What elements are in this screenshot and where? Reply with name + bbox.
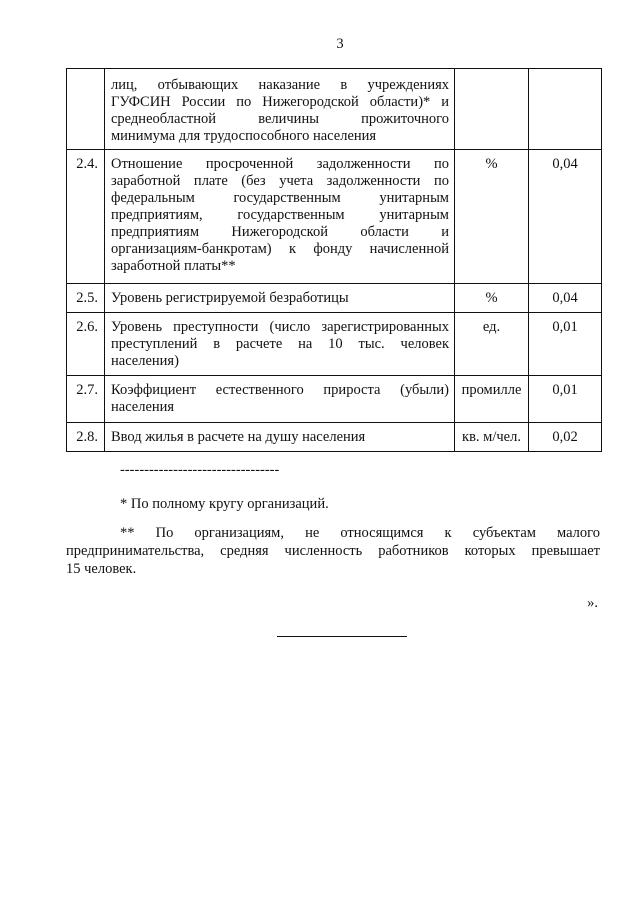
description-line: преступлений в расчете на 10 тыс. человек [111,336,449,352]
description-line: организациям-банкротам) к фонду начисленной [111,241,449,257]
description-line: населения [111,399,175,415]
description-line: минимума для трудоспособного населения [111,128,377,144]
row-unit-cell [455,69,529,150]
description-line: заработной платы** [111,258,236,274]
row-description-cell [105,284,455,313]
table-row [67,313,602,376]
table-row [67,423,602,452]
row-unit-cell: кв. м/чел. [455,423,529,452]
description-line: среднеобластной величины прожиточного [111,111,449,127]
description-line: Коэффициент естественного прироста (убыли) [111,382,449,398]
row-number-cell: 2.6. [67,313,105,376]
end-of-document-rule [277,636,407,637]
closing-quote: ». [587,595,598,611]
description-line: предприятиям Нижегородской области и [111,224,449,240]
page-number: 3 [336,36,344,52]
row-number-cell [67,69,105,150]
row-unit-cell: % [455,284,529,313]
row-unit-cell: % [455,150,529,284]
footnote-line: ** По организациям, не относящимся к субъектам малого [120,525,600,541]
row-description-cell [105,423,455,452]
description-line: лиц, отбывающих наказание в учреждениях [111,77,449,93]
indicators-table [66,68,602,452]
description-line: Уровень преступности (число зарегистрированных [111,319,449,335]
row-value-cell: 0,04 [529,150,602,284]
row-description-cell [105,313,455,376]
row-number-cell: 2.8. [67,423,105,452]
footnote-line: предпринимательства, средняя численность работников которых превышает [66,543,600,559]
row-value-cell: 0,01 [529,313,602,376]
row-number-cell: 2.7. [67,376,105,423]
description-line: предприятиям, государственным унитарным [111,207,449,223]
footnote-all-organizations: * По полному кругу организаций. [120,496,329,512]
row-value-cell [529,69,602,150]
row-number-cell: 2.4. [67,150,105,284]
description-line: населения) [111,353,179,369]
row-value-cell: 0,02 [529,423,602,452]
description-line: заработной плате (без учета задолженности по [111,173,449,189]
description-line: ГУФСИН России по Нижегородской области)* и [111,94,449,110]
footnote-line: 15 человек. [66,561,137,577]
description-line: федеральным государственным унитарным [111,190,449,206]
description-line: Отношение просроченной задолженности по [111,156,449,172]
row-number-cell: 2.5. [67,284,105,313]
table-row [67,69,602,150]
row-value-cell: 0,01 [529,376,602,423]
row-unit-cell: ед. [455,313,529,376]
row-value-cell: 0,04 [529,284,602,313]
row-description-cell [105,69,455,150]
footnote-separator: --------------------------------- [120,462,280,478]
description-line: Уровень регистрируемой безработицы [111,290,349,306]
row-description-cell [105,376,455,423]
footnote-small-business [66,524,600,578]
row-unit-cell: промилле [455,376,529,423]
description-line: Ввод жилья в расчете на душу населения [111,429,366,445]
table-row [67,150,602,284]
table-row [67,284,602,313]
table-row [67,376,602,423]
row-description-cell [105,150,455,284]
